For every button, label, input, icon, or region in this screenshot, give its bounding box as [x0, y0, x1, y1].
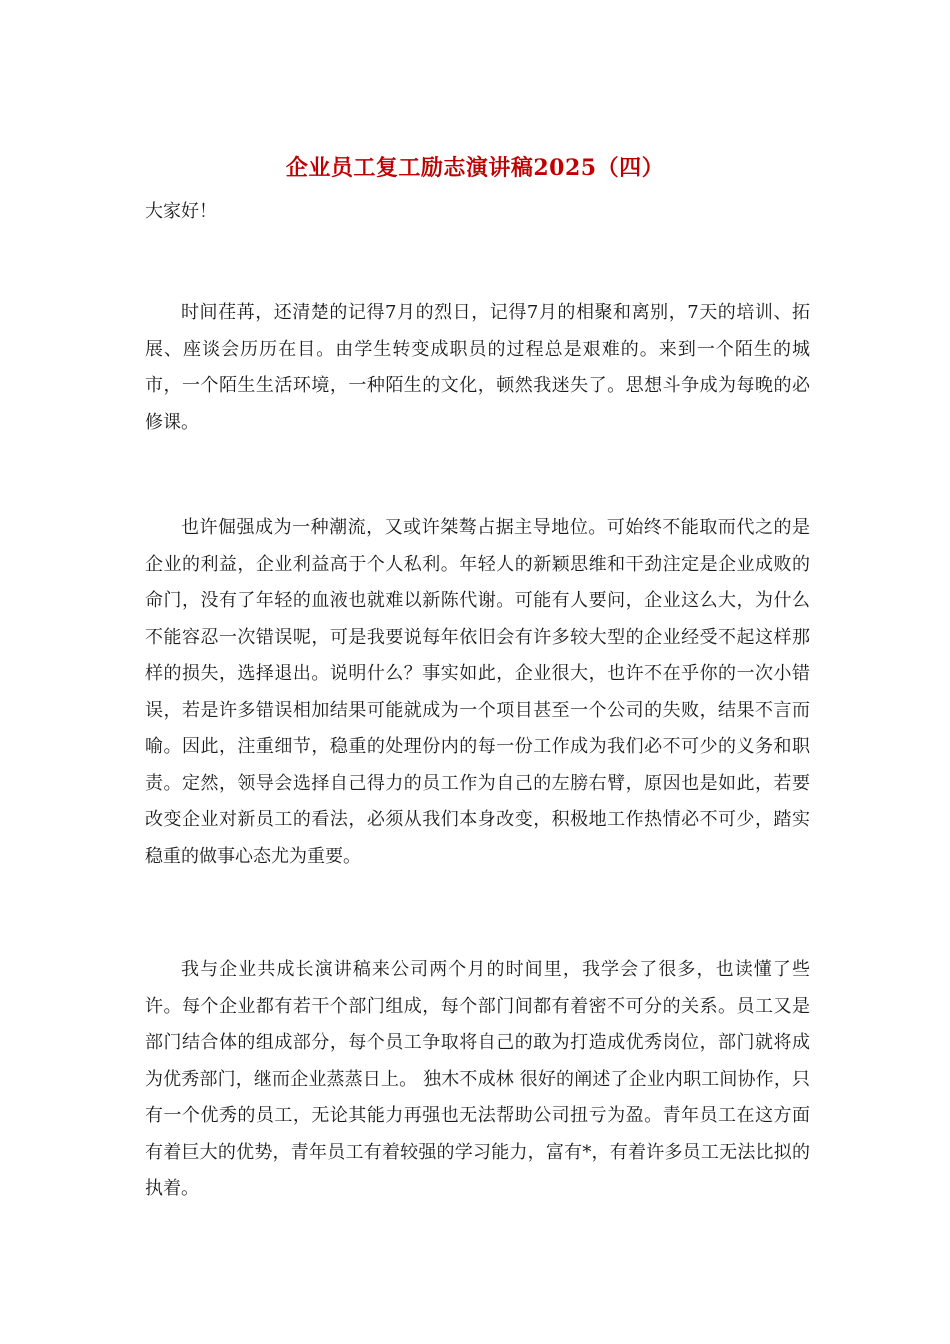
greeting: 大家好！ [145, 201, 217, 222]
paragraph-3: 我与企业共成长演讲稿来公司两个月的时间里，我学会了很多，也读懂了些许。每个企业都有若干个部门组成，每个部门间都有着密不可分的关系。员工又是部门结合体的组成部分，每个员工争取将自己的敢为打造成优秀岗位，部门就将成为优秀部门，继而企业蒸蒸日上。 独木不成林 很好的阐述了企业内职工间协作，只有一个优秀的员工，无论其能力再强也无法帮助公司扭亏为盈。青年员工在这方面有着巨大的优势，青年员工有着较强的学习能力，富有*，有着许多员工无法比拟的执着。 [145, 959, 810, 1199]
paragraph-1: 时间荏苒，还清楚的记得7月的烈日，记得7月的相聚和离别，7天的培训、拓展、座谈会历历在目。由学生转变成职员的过程总是艰难的。来到一个陌生的城市，一个陌生生活环境，一种陌生的文化，顿然我迷失了。思想斗争成为每晚的必修课。 [145, 302, 810, 433]
document-title: 企业员工复工励志演讲稿2025（四） [285, 155, 665, 181]
paragraph-2: 也许倔强成为一种潮流，又或许桀骜占据主导地位。可始终不能取而代之的是企业的利益，企业利益高于个人私利。年轻人的新颖思维和干劲注定是企业成败的命门，没有了年轻的血液也就难以新陈代谢。可能有人要问，企业这么大，为什么不能容忍一次错误呢，可是我要说每年依旧会有许多较大型的企业经受不起这样那样的损失，选择退出。说明什么？事实如此，企业很大，也许不在乎你的一次小错误，若是许多错误相加结果可能就成为一个项目甚至一个公司的失败，结果不言而喻。因此，注重细节，稳重的处理份内的每一份工作成为我们必不可少的义务和职责。定然，领导会选择自己得力的员工作为自己的左膀右臂，原因也是如此，若要改变企业对新员工的看法，必须从我们本身改变，积极地工作热情必不可少，踏实稳重的做事心态尤为重要。 [145, 517, 810, 867]
